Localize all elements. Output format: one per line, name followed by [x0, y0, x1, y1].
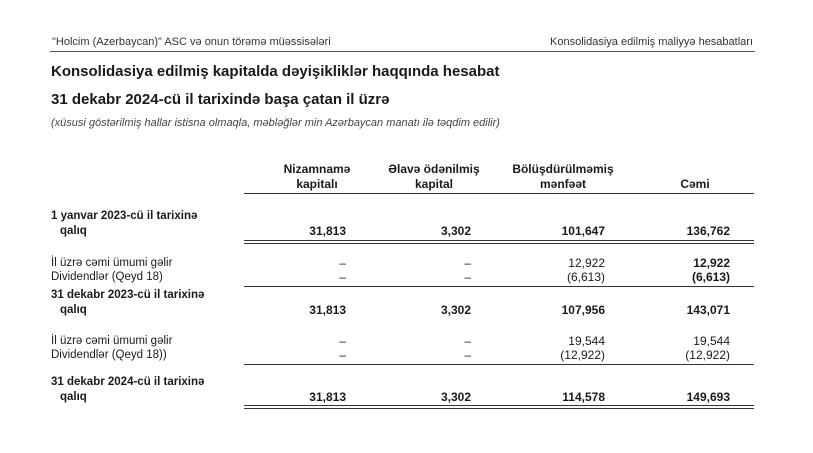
- cell-additional-paid-in: –: [464, 348, 471, 362]
- company-name: "Holcim (Azerbaycan)" ASC və onun törəmə müəssisələri: [52, 36, 331, 48]
- row-label-balance-2023-start: [51, 209, 197, 239]
- cell-retained-earnings: 12,922: [568, 256, 605, 270]
- cell-total: 12,922: [693, 256, 730, 270]
- col-header-retained-earnings-line1: Bölüşdürülməmiş: [512, 162, 614, 176]
- col-header-share-capital-line2: kapitalı: [296, 177, 338, 191]
- cell-retained-earnings: (6,613): [566, 270, 605, 284]
- cell-retained-earnings: 107,956: [561, 303, 605, 317]
- row-label-comprehensive-income: İl üzrə cəmi ümumi gəlir: [51, 257, 173, 269]
- cell-share-capital: –: [339, 256, 346, 270]
- header-divider: [50, 51, 755, 52]
- cell-retained-earnings: 114,578: [562, 390, 605, 404]
- cell-share-capital: 31,813: [309, 303, 346, 317]
- cell-total: (6,613): [691, 270, 730, 284]
- cell-share-capital: –: [339, 348, 346, 362]
- col-header-total: [640, 177, 750, 192]
- row-label-balance-2023-end-line1: 31 dekabr 2023-cü il tarixinə: [51, 289, 205, 301]
- row-label-balance-2024-end: [51, 375, 204, 405]
- row-label-comprehensive-income: İl üzrə cəmi ümumi gəlir: [51, 335, 173, 347]
- cell-additional-paid-in: 3,302: [440, 303, 471, 317]
- page-subtitle: 31 dekabr 2024-cü il tarixində başa çatan il üzrə: [51, 91, 390, 108]
- cell-total: 136,762: [686, 224, 730, 238]
- cell-retained-earnings: 101,647: [561, 224, 605, 238]
- page-title: Konsolidasiya edilmiş kapitalda dəyişikliklər haqqında hesabat: [51, 63, 500, 80]
- cell-total: 19,544: [693, 334, 730, 348]
- cell-retained-earnings: 19,544: [568, 334, 605, 348]
- col-header-share-capital: [262, 162, 372, 192]
- subtotal-underline: [244, 364, 754, 365]
- col-header-share-capital-line1: Nizamnamə: [283, 162, 351, 176]
- row-label-balance-2023-end-line2: qalıq: [60, 304, 87, 316]
- cell-total: 143,071: [686, 303, 730, 317]
- report-type: Konsolidasiya edilmiş maliyyə hesabatları: [550, 36, 753, 48]
- cell-additional-paid-in: –: [464, 256, 471, 270]
- row-label-balance-2023-start-line2: qalıq: [60, 225, 87, 237]
- col-header-retained-earnings: [500, 162, 626, 192]
- cell-share-capital: 31,813: [309, 224, 346, 238]
- row-label-dividends: Dividendlər (Qeyd 18): [51, 271, 163, 283]
- cell-total: 149,693: [686, 390, 730, 404]
- row-label-dividends: Dividendlər (Qeyd 18)): [51, 349, 167, 361]
- cell-share-capital: –: [339, 270, 346, 284]
- currency-note: (xüsusi göstərilmiş hallar istisna olmaqla, məbləğlər min Azərbaycan manatı ilə təqdim edilir): [51, 117, 500, 129]
- cell-retained-earnings: (12,922): [560, 348, 605, 362]
- col-header-total-line1: Cəmi: [680, 177, 710, 191]
- col-header-additional-paid-in-line1: Əlavə ödənilmiş: [388, 162, 480, 176]
- header-underline: [244, 193, 754, 194]
- cell-additional-paid-in: –: [464, 270, 471, 284]
- cell-share-capital: 31,813: [309, 390, 346, 404]
- row-label-balance-2024-end-line1: 31 dekabr 2024-cü il tarixinə: [51, 376, 205, 388]
- col-header-additional-paid-in: [372, 162, 496, 192]
- row-label-balance-2024-end-line2: qalıq: [60, 391, 87, 403]
- cell-additional-paid-in: 3,302: [440, 390, 471, 404]
- row-label-balance-2023-end: [51, 288, 204, 318]
- col-header-additional-paid-in-line2: kapital: [414, 177, 453, 191]
- cell-additional-paid-in: 3,302: [440, 224, 471, 238]
- subtotal-underline: [244, 286, 754, 287]
- col-header-retained-earnings-line2: mənfəət: [539, 177, 586, 191]
- cell-share-capital: –: [339, 334, 346, 348]
- cell-total: (12,922): [685, 348, 730, 362]
- cell-additional-paid-in: –: [464, 334, 471, 348]
- double-underline: [244, 405, 754, 409]
- double-underline: [244, 240, 754, 244]
- row-label-balance-2023-start-line1: 1 yanvar 2023-cü il tarixinə: [51, 210, 198, 222]
